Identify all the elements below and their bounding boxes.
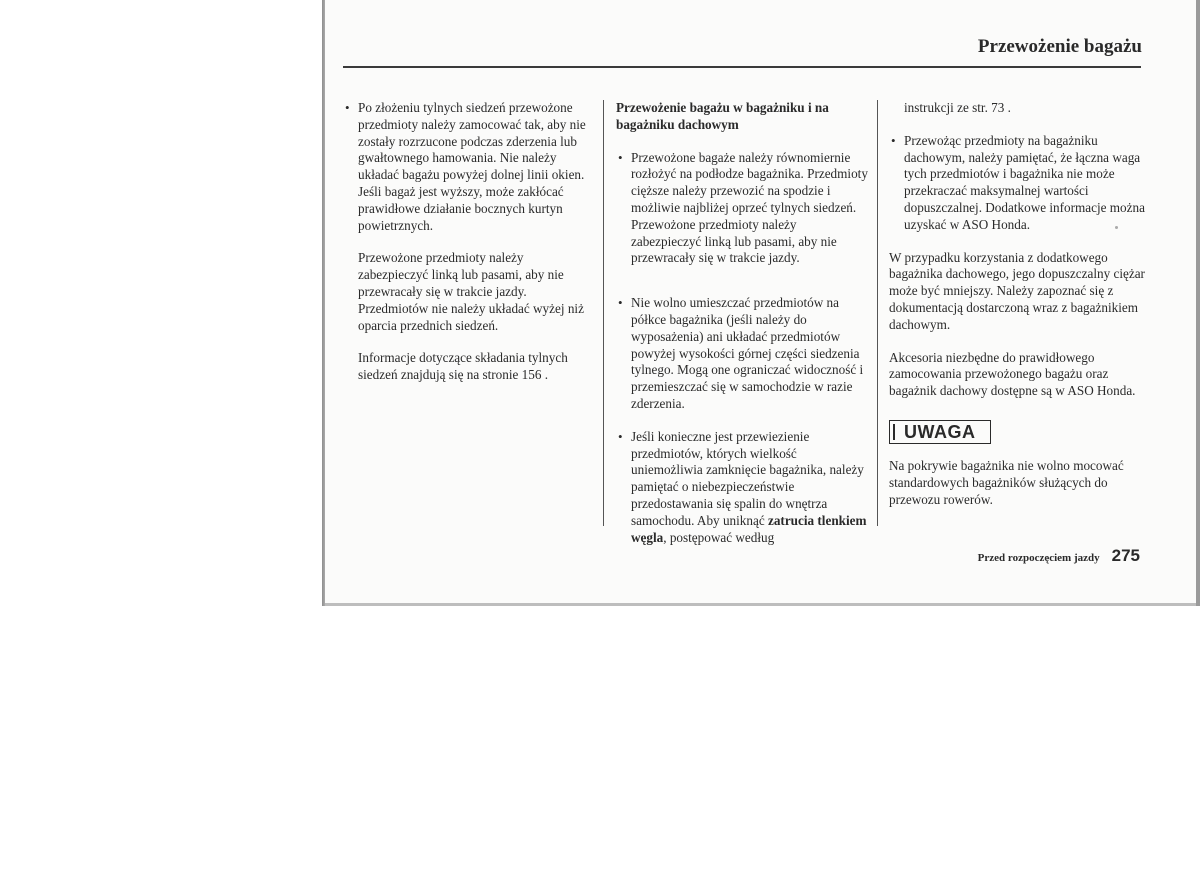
column-3 <box>889 100 1149 524</box>
bullet-continuation: Przewożone przedmioty należy zabezpieczyć linką lub pasami, aby nie przewracały się w trakcie jazdy. <box>631 216 837 266</box>
header-rule <box>343 66 1141 68</box>
page-right-edge <box>1196 0 1200 606</box>
page-number: 275 <box>1111 546 1140 565</box>
warning-text: Na pokrywie bagażnika nie wolno mocować standardowych bagażników służących do przewozu rowerów. <box>889 457 1124 507</box>
continuation-text: instrukcji ze str. 73 . <box>904 100 1011 115</box>
page-title: Przewożenie bagażu <box>977 36 1142 57</box>
paragraph: W przypadku korzystania z dodatkowego bagażnika dachowego, jego dopuszczalny ciężar może być mniejszy. Należy zapoznać się z dokumentacją dostarczoną wraz z bagażnikiem dachowym. <box>889 249 1145 332</box>
bullet-item <box>616 429 868 547</box>
section-heading: Przewożenie bagażu w bagażniku i na bagażniku dachowym <box>616 100 829 132</box>
bullet-icon <box>618 295 623 312</box>
bullet-text: Przewożone bagaże należy równomiernie rozłożyć na podłodze bagażnika. Przedmioty cięższe należy przewozić na spodzie i możliwie najbliżej oprzeć tylnych siedzeń. <box>631 149 868 215</box>
bullet-item <box>343 100 593 234</box>
bullet-icon <box>345 100 350 117</box>
warning-label: UWAGA <box>889 420 991 444</box>
footer-section-name: Przed rozpoczęciem jazdy <box>977 552 1100 564</box>
bullet-icon <box>891 133 896 150</box>
bullet-text: Nie wolno umieszczać przedmiotów na półkce bagażnika (jeśli należy do wyposażenia) ani układać przedmiotów powyżej wysokości górnej części siedzenia tylnego. Mogą one ograniczać widoczność i przemieszczać się w samochodzie w razie zderzenia. <box>631 295 864 411</box>
bold-term: zatrucia tlenkiem węgla <box>631 512 867 545</box>
bullet-item <box>889 133 1149 234</box>
column-divider <box>603 100 604 526</box>
bullet-item <box>616 295 868 413</box>
bullet-text: Jeśli konieczne jest przewiezienie przedmiotów, których wielkość uniemożliwia zamknięcie bagażnika, należy pamiętać o niebezpieczeństwie przedostawania się spalin do wnętrza samochodu. Aby uniknąć <box>631 428 864 528</box>
bullet-icon <box>618 150 623 167</box>
paragraph: Informacje dotyczące składania tylnych siedzeń znajdują się na stronie 156 . <box>358 350 568 383</box>
column-divider <box>877 100 878 526</box>
column-1 <box>343 100 593 400</box>
page-footer <box>978 546 1140 566</box>
scan-speck <box>1115 226 1118 229</box>
bullet-text: Przewożąc przedmioty na bagażniku dachowym, należy pamiętać, że łączna waga tych przedmiotów i bagażnika nie może przekraczać maksymalnej wartości dopuszczalnej. Dodatkowe informacje można uzyskać w ASO Honda. <box>904 132 1145 232</box>
paragraph: Akcesoria niezbędne do prawidłowego zamocowania przewożonego bagażu oraz bagażnik dachowy dostępne są w ASO Honda. <box>889 349 1136 399</box>
bullet-text: Po złożeniu tylnych siedzeń przewożone przedmioty należy zamocować tak, aby nie zostały rozrzucone podczas zderzenia lub gwałtownego hamowania. Nie należy układać bagażu powyżej dolnej linii okien. Jeśli bagaż jest wyższy, może zakłócać prawidłowe działanie bocznych kurtyn powietrznych. <box>358 100 586 233</box>
paragraph: Przewożone przedmioty należy zabezpieczyć linką lub pasami, aby nie przewracały się w trakcie jazdy. Przedmiotów nie należy układać wyżej niż oparcia przednich siedzeń. <box>358 250 584 333</box>
bullet-item <box>616 150 868 217</box>
bullet-text-end: , postępować według <box>663 529 775 545</box>
bullet-icon <box>618 429 623 446</box>
column-2 <box>616 100 868 562</box>
